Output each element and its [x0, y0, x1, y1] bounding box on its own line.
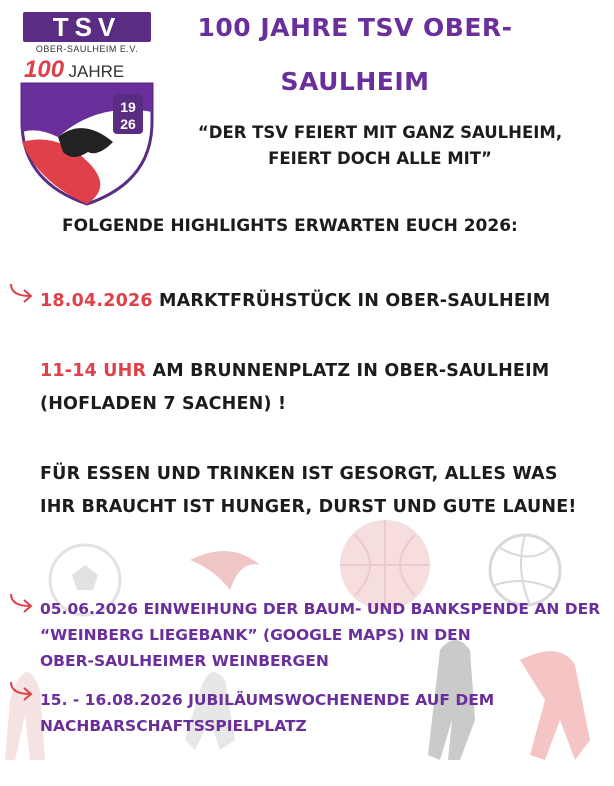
event1-place-detail: (HOFLADEN 7 SACHEN) !	[40, 394, 287, 414]
soccer-ball-pattern	[72, 565, 98, 590]
title-line-2: SAULHEIM	[280, 67, 430, 96]
event2-line-3: OBER-SAULHEIMER WEINBERGEN	[40, 652, 329, 670]
page-title	[190, 10, 520, 100]
logo-club-name: TSV	[52, 12, 122, 42]
title-line-1: 100 JAHRE TSV OBER-	[197, 13, 513, 42]
event3-line-1: 15. - 16.08.2026 JUBILÄUMSWOCHENENDE AUF DEM	[40, 691, 495, 709]
event1-date: 18.04.2026	[40, 291, 153, 311]
event1-note-line-2: IHR BRAUCHT IST HUNGER, DURST UND GUTE LAUNE!	[40, 497, 577, 517]
event3-text	[40, 687, 494, 739]
arrow-icon	[8, 592, 36, 614]
logo-shield-icon	[18, 82, 156, 207]
event1-place: AM BRUNNENPLATZ IN OBER-SAULHEIM	[146, 361, 550, 381]
logo-anniversary	[24, 56, 124, 84]
event2-text	[40, 596, 600, 674]
logo-anniversary-number: 100	[24, 56, 65, 83]
event2-line-1: 05.06.2026 EINWEIHUNG DER BAUM- UND BANKSPENDE AN DER	[40, 600, 601, 618]
logo-location: OBER-SAULHEIM E.V.	[35, 44, 139, 54]
event1-details	[40, 355, 549, 421]
arrow-icon	[8, 680, 36, 702]
event1-note	[40, 458, 577, 524]
highlights-intro: FOLGENDE HIGHLIGHTS ERWARTEN EUCH 2026:	[62, 216, 518, 236]
logo-year-bottom: 26	[120, 116, 136, 132]
event1-time: 11-14 UHR	[40, 361, 147, 381]
volleyball-icon	[490, 535, 560, 605]
jester-hat-icon	[190, 551, 260, 590]
club-logo	[18, 12, 156, 202]
logo-anniversary-word: JAHRE	[68, 62, 125, 81]
event1-title: MARKTFRÜHSTÜCK IN OBER-SAULHEIM	[152, 291, 551, 311]
arrow-icon	[8, 282, 36, 304]
event1-headline	[40, 285, 550, 318]
event1-note-line-1: FÜR ESSEN UND TRINKEN IST GESORGT, ALLES WAS	[40, 464, 558, 484]
event2-line-2: “WEINBERG LIEGEBANK” (GOOGLE MAPS) IN DEN	[40, 626, 471, 644]
quote-line-1: “DER TSV FEIERT MIT GANZ SAULHEIM,	[197, 123, 563, 142]
quote	[165, 120, 595, 172]
logo-tsv-banner	[23, 12, 151, 42]
volleyball-lines	[495, 535, 555, 605]
quote-line-2: FEIERT DOCH ALLE MIT”	[268, 149, 492, 168]
logo-year-top: 19	[120, 99, 136, 115]
event3-line-2: NACHBARSCHAFTSSPIELPLATZ	[40, 717, 307, 735]
